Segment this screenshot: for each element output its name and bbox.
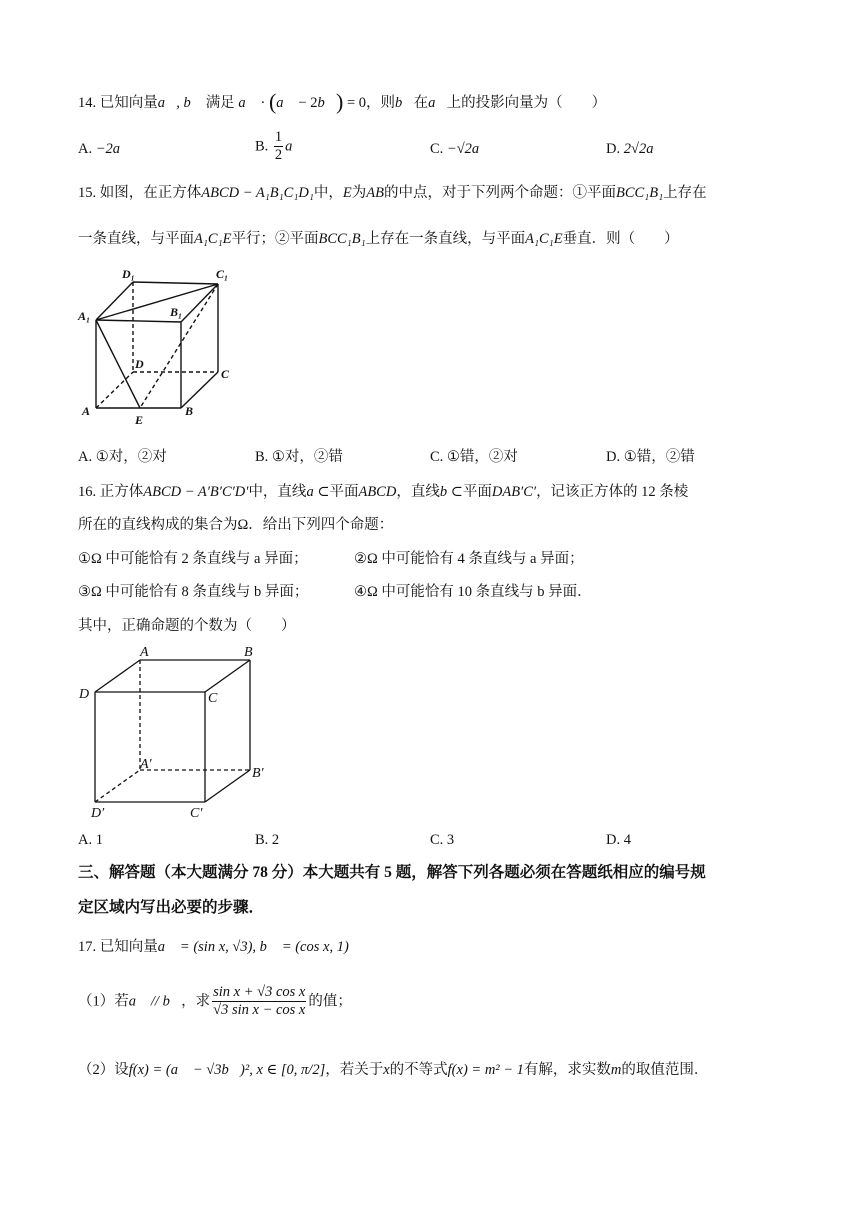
q16-stem-line1: 16. 正方体ABCD − A′B′C′D′中，直线a ⊂平面ABCD，直线b ⊂平面DAB′C′，记该正方体的 12 条棱	[78, 484, 689, 500]
q14-stem: 14. 已知向量a⃗, b⃗ 满足 a⃗ · (a⃗ − 2b⃗) = 0，则b⃗在a⃗上的投影向量为（ ）	[78, 89, 607, 114]
label-bp: B′	[252, 766, 264, 781]
segment-c1-e	[140, 284, 218, 408]
q15-option-d[interactable]: D. ①错，②错	[606, 449, 695, 465]
label-d1: D₁	[122, 267, 135, 281]
label-c1: C₁	[216, 267, 229, 281]
edge-a-d	[96, 372, 133, 408]
q16-cube-figure	[74, 640, 274, 830]
section3-heading-line1: 三、解答题（本大题满分 78 分）本大题共有 5 题，解答下列各题必须在答题纸相应的编号规	[78, 864, 706, 881]
q14-option-b[interactable]: B. $\frac{1}{2}$ a⃗	[255, 129, 304, 163]
q16-stem-line2: 所在的直线构成的集合为Ω．给出下列四个命题：	[78, 517, 394, 533]
q15-option-c[interactable]: C. ①错，②对	[430, 449, 518, 465]
label-c: C	[221, 367, 230, 381]
q16-option-a[interactable]: A. 1	[78, 832, 103, 848]
q16-prop-4: ④Ω 中可能恰有 10 条直线与 b 异面．	[354, 584, 592, 600]
label-cp: C′	[190, 806, 203, 821]
q15-stem-line2: 一条直线，与平面A₁C₁E平行；②平面BCC₁B₁上存在一条直线，与平面A₁C₁E垂直．则（ ）	[78, 231, 679, 247]
q16-option-b[interactable]: B. 2	[255, 832, 280, 848]
q17-stem: 17. 已知向量a⃗ = (sin x, √3), b⃗ = (cos x, 1)．	[78, 939, 361, 955]
q14-option-c[interactable]: C. −√2a⃗	[430, 141, 491, 157]
section3-heading-line2: 定区域内写出必要的步骤．	[78, 899, 265, 916]
q17-part2: （2）设f(x) = (a⃗ − √3b⃗)², x ∈ [0, π/2]，若关于x的不等式f(x) = m² − 1有解，求实数m的取值范围．	[78, 1062, 709, 1078]
edge-b-c	[181, 372, 218, 408]
edge-a1-b1	[96, 320, 181, 322]
label-dp: D′	[91, 806, 105, 821]
label-a1: A₁	[78, 309, 91, 323]
q16-option-d[interactable]: D. 4	[606, 832, 631, 848]
label-a: A	[82, 404, 91, 418]
q16-option-c[interactable]: C. 3	[430, 832, 455, 848]
label-c: C	[208, 691, 218, 706]
label-d: D	[79, 687, 90, 702]
label-b: B	[185, 404, 194, 418]
q16-prop-3: ③Ω 中可能恰有 8 条直线与 b 异面；	[78, 584, 309, 600]
q14-option-d[interactable]: D. 2√2a⃗	[606, 141, 665, 157]
edge-dp-ap	[95, 770, 140, 802]
label-b1: B₁	[170, 305, 183, 319]
label-e: E	[135, 413, 144, 427]
q16-prop-1: ①Ω 中可能恰有 2 条直线与 a 异面；	[78, 551, 308, 567]
edge-d1-c1	[133, 282, 218, 284]
q15-stem-line1: 15. 如图，在正方体ABCD − A₁B₁C₁D₁中，E为AB的中点，对于下列两个命题：①平面BCC₁B₁上存在	[78, 185, 707, 201]
q14-option-a[interactable]: A. −2a⃗	[78, 141, 132, 157]
edge-d-a	[95, 660, 140, 692]
edge-cp-bp	[205, 770, 250, 802]
q17-part1: （1）若a⃗ // b⃗，求 $\frac{\text{sin x + √3 cos x}}{\text{√3 sin x − cos x}}$ 的值；	[78, 984, 352, 1018]
edge-b-c	[205, 660, 250, 692]
label-d: D	[135, 357, 144, 371]
q16-ask: 其中，正确命题的个数为（ ）	[78, 618, 296, 634]
label-ap: A′	[140, 757, 152, 772]
label-b: B	[244, 645, 253, 660]
q16-prop-2: ②Ω 中可能恰有 4 条直线与 a 异面；	[354, 551, 584, 567]
q15-option-b[interactable]: B. ①对，②错	[255, 449, 343, 465]
label-a: A	[140, 645, 149, 660]
q15-option-a[interactable]: A. ①对，②对	[78, 449, 167, 465]
q15-cube-figure	[70, 262, 250, 437]
